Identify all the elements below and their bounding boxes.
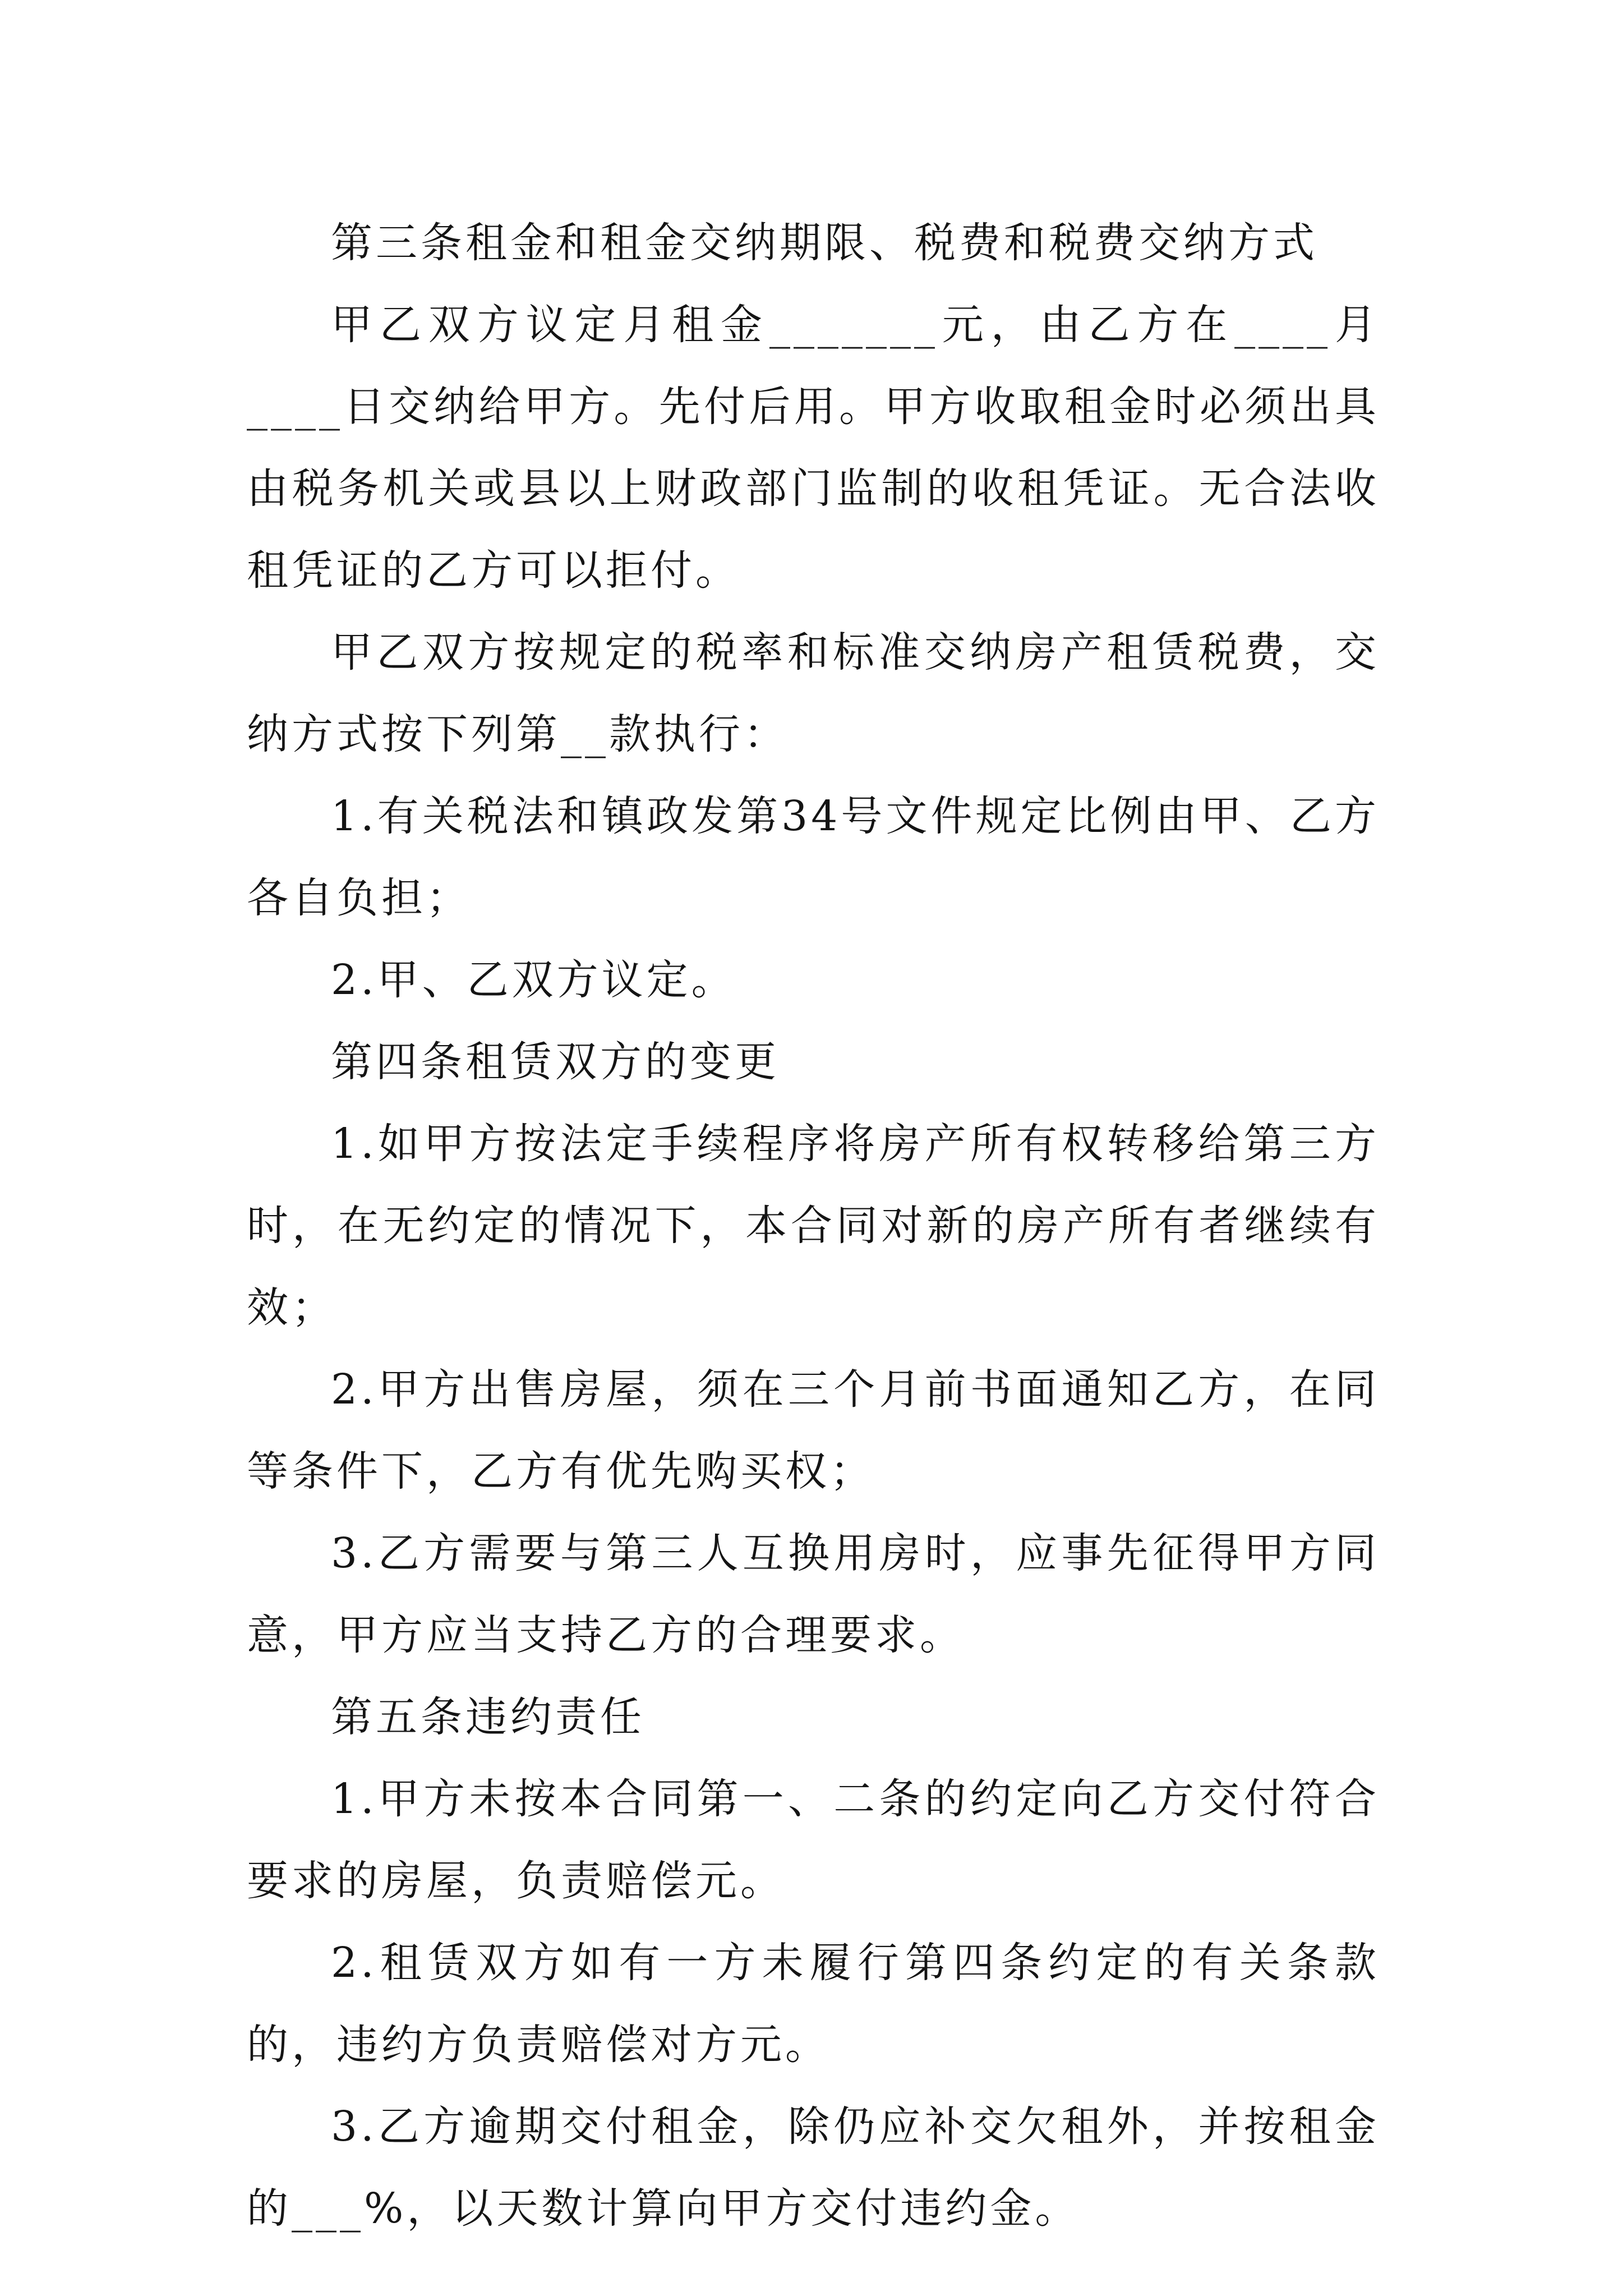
list-item-tax-1: 1.有关税法和镇政发第34号文件规定比例由甲、乙方各自负担； bbox=[247, 792, 1380, 922]
list-item-change-3: 3.乙方需要与第三人互换用房时，应事先征得甲方同意，甲方应当支持乙方的合理要求。 bbox=[247, 1529, 1380, 1659]
list-item-change-2: 2.甲方出售房屋，须在三个月前书面通知乙方，在同等条件下，乙方有优先购买权； bbox=[247, 1365, 1380, 1496]
paragraph-tax-payment: 甲乙双方按规定的税率和标准交纳房产租赁税费，交纳方式按下列第__款执行： bbox=[247, 628, 1380, 758]
section-heading-3: 第三条租金和租金交纳期限、税费和税费交纳方式 bbox=[331, 219, 1318, 267]
section-heading-5: 第五条违约责任 bbox=[331, 1693, 645, 1741]
paragraph-rent-amount: 甲乙双方议定月租金_______元，由乙方在____月____日交纳给甲方。先付后用。甲方收取租金时必须出具由税务机关或县以上财政部门监制的收租凭证。无合法收租凭证的乙方可以拒付。 bbox=[247, 301, 1380, 595]
list-item-liability-3: 3.乙方逾期交付租金，除仍应补交欠租外，并按租金的___%，以天数计算向甲方交付违约金。 bbox=[247, 2102, 1380, 2233]
section-heading-4: 第四条租赁双方的变更 bbox=[331, 1038, 780, 1086]
list-item-liability-1: 1.甲方未按本合同第一、二条的约定向乙方交付符合要求的房屋，负责赔偿元。 bbox=[247, 1775, 1380, 1905]
list-item-change-1: 1.如甲方按法定手续程序将房产所有权转移给第三方时，在无约定的情况下，本合同对新的房产所有者继续有效； bbox=[247, 1120, 1380, 1332]
document-body bbox=[247, 202, 1380, 2249]
list-item-liability-2: 2.租赁双方如有一方未履行第四条约定的有关条款的，违约方负责赔偿对方元。 bbox=[247, 1939, 1380, 2069]
list-item-tax-2: 2.甲、乙双方议定。 bbox=[331, 956, 736, 1004]
